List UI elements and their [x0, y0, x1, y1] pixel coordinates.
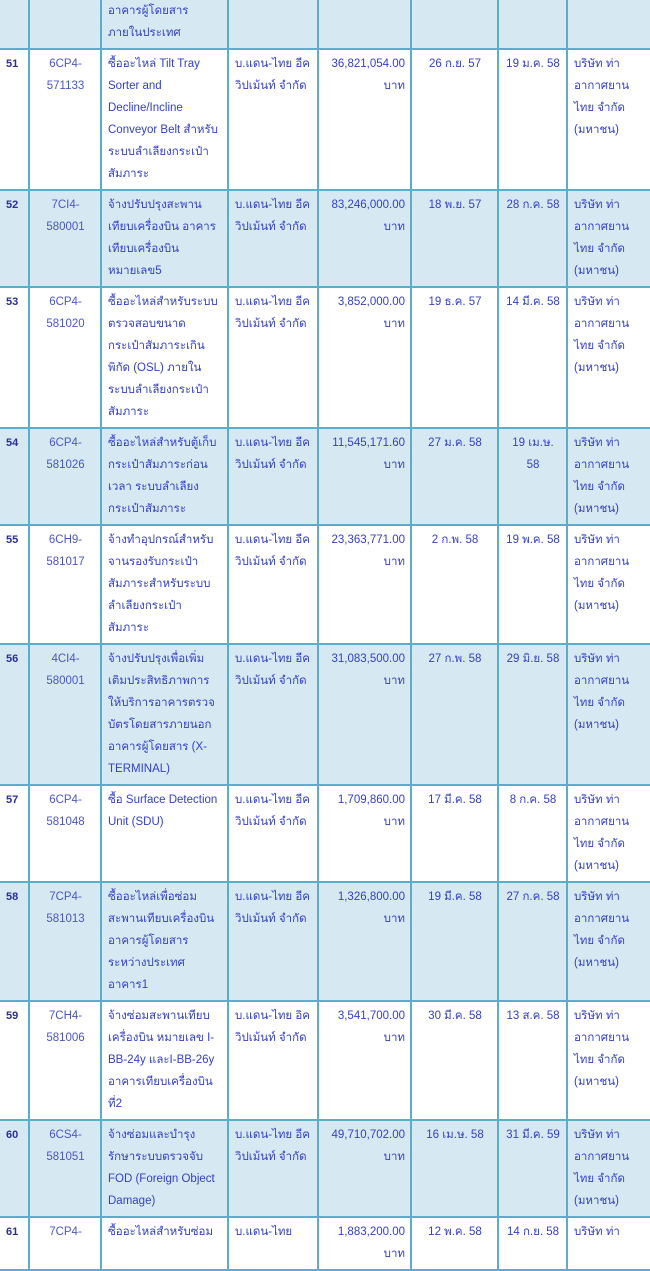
vendor-name: บ.แดน-ไทย อีควิปเม้นท์ จำกัด — [235, 653, 310, 687]
row-number-cell — [0, 1120, 29, 1217]
start-date-cell — [411, 428, 498, 525]
end-date-cell — [498, 428, 567, 525]
buyer-cell — [567, 785, 650, 882]
vendor-name: บ.แดน-ไทย อีควิปเม้นท์ จำกัด — [235, 437, 310, 471]
vendor-cell — [228, 525, 318, 644]
start-date: 2 ก.พ. 58 — [431, 534, 479, 546]
row-number-cell — [0, 785, 29, 882]
vendor-name: บ.แดน-ไทย อีควิปเม้นท์ จำกัด — [235, 794, 310, 828]
description-cell — [101, 882, 228, 1001]
contract-code-cell — [29, 1001, 101, 1120]
row-number: 51 — [6, 58, 19, 70]
contract-code: 6CP4-581026 — [46, 437, 85, 471]
table-row — [0, 644, 650, 785]
vendor-name: บ.แดน-ไทย — [235, 1226, 293, 1238]
row-number-cell — [0, 1001, 29, 1120]
contract-amount: 83,246,000.00 บาท — [331, 199, 405, 233]
contract-code: 6CP4-571133 — [46, 58, 85, 92]
end-date: 29 มิ.ย. 58 — [506, 653, 560, 665]
end-date: 13 ส.ค. 58 — [506, 1010, 560, 1022]
amount-cell — [318, 785, 411, 882]
contract-code-cell — [29, 1217, 101, 1270]
buyer-cell — [567, 0, 650, 49]
description: จ้างปรับปรุงเพื่อเพิ่มเติมประสิทธิภาพการให้บริการอาคารตรวจบัตรโดยสารภายนอกอาคารผู้โดยสาร (X-TERMINAL) — [108, 653, 215, 775]
end-date-cell — [498, 0, 567, 49]
contract-amount: 36,821,054.00 บาท — [331, 58, 405, 92]
contract-code-cell — [29, 525, 101, 644]
vendor-cell — [228, 1217, 318, 1270]
row-number: 56 — [6, 653, 19, 665]
start-date: 19 ธ.ค. 57 — [428, 296, 482, 308]
buyer-name: บริษัท ท่าอากาศยานไทย จำกัด (มหาชน) — [574, 534, 630, 612]
start-date: 26 ก.ย. 57 — [428, 58, 482, 70]
contract-code-cell — [29, 49, 101, 190]
contract-code-cell — [29, 785, 101, 882]
contract-code-cell — [29, 1120, 101, 1217]
buyer-cell — [567, 49, 650, 190]
end-date: 28 ก.ค. 58 — [506, 199, 560, 211]
buyer-name: บริษัท ท่าอากาศยานไทย จำกัด (มหาชน) — [574, 891, 630, 969]
row-number-cell — [0, 287, 29, 428]
contract-code-cell — [29, 287, 101, 428]
description: จ้างทำอุปกรณ์สำหรับจานรองรับกระเป๋าสัมภาระสำหรับระบบลำเลียงกระเป๋าสัมภาระ — [108, 534, 214, 634]
end-date: 14 ก.ย. 58 — [506, 1226, 560, 1238]
table-row — [0, 1120, 650, 1217]
amount-cell — [318, 1217, 411, 1270]
end-date: 19 พ.ค. 58 — [506, 534, 560, 546]
end-date-cell — [498, 287, 567, 428]
end-date-cell — [498, 882, 567, 1001]
buyer-cell — [567, 644, 650, 785]
vendor-cell — [228, 882, 318, 1001]
buyer-cell — [567, 1001, 650, 1120]
row-number: 57 — [6, 794, 19, 806]
row-number: 54 — [6, 437, 19, 449]
row-number-cell — [0, 525, 29, 644]
description-cell — [101, 785, 228, 882]
vendor-name: บ.แดน-ไทย อีควิปเม้นท์ จำกัด — [235, 199, 310, 233]
description-cell — [101, 190, 228, 287]
buyer-cell — [567, 287, 650, 428]
description: ซื้ออะไหล่ Tilt Tray Sorter and Decline/Incline Conveyor Belt สำหรับระบบลำเลียงกระเป๋าสัมภาระ — [108, 58, 218, 180]
row-number-cell — [0, 0, 29, 49]
description: จ้างซ่อมและบำรุงรักษาระบบตรวจจับ FOD (Foreign Object Damage) — [108, 1129, 215, 1207]
contract-code-cell — [29, 190, 101, 287]
buyer-name: บริษัท ท่าอากาศยานไทย จำกัด (มหาชน) — [574, 794, 630, 872]
start-date-cell — [411, 644, 498, 785]
buyer-name: บริษัท ท่า — [574, 1226, 620, 1238]
start-date: 30 มี.ค. 58 — [428, 1010, 482, 1022]
vendor-cell — [228, 785, 318, 882]
contract-code: 7CH4-581006 — [46, 1010, 85, 1044]
contract-amount: 1,709,860.00 บาท — [337, 794, 405, 828]
end-date: 19 ม.ค. 58 — [506, 58, 560, 70]
row-number-cell — [0, 49, 29, 190]
vendor-cell — [228, 644, 318, 785]
vendor-cell — [228, 428, 318, 525]
row-number-cell — [0, 428, 29, 525]
end-date-cell — [498, 785, 567, 882]
vendor-cell — [228, 49, 318, 190]
amount-cell — [318, 287, 411, 428]
contract-code-cell — [29, 428, 101, 525]
description: ซื้อ Surface Detection Unit (SDU) — [108, 794, 218, 828]
table-row — [0, 525, 650, 644]
contract-amount: 3,852,000.00 บาท — [337, 296, 405, 330]
row-number: 59 — [6, 1010, 19, 1022]
start-date: 27 ม.ค. 58 — [428, 437, 482, 449]
vendor-cell — [228, 190, 318, 287]
end-date-cell — [498, 49, 567, 190]
contract-code: 4CI4-580001 — [46, 653, 85, 687]
end-date: 27 ก.ค. 58 — [506, 891, 560, 903]
row-number: 60 — [6, 1129, 19, 1141]
contract-code: 6CP4-581020 — [46, 296, 85, 330]
contract-code: 6CS4-581051 — [46, 1129, 85, 1163]
buyer-name: บริษัท ท่าอากาศยานไทย จำกัด (มหาชน) — [574, 1129, 630, 1207]
start-date-cell — [411, 0, 498, 49]
start-date-cell — [411, 190, 498, 287]
amount-cell — [318, 644, 411, 785]
vendor-cell — [228, 287, 318, 428]
end-date-cell — [498, 1001, 567, 1120]
contract-amount: 1,883,200.00 บาท — [337, 1226, 405, 1260]
contract-code: 7CP4-581013 — [46, 891, 85, 925]
buyer-cell — [567, 1120, 650, 1217]
buyer-cell — [567, 1217, 650, 1270]
amount-cell — [318, 1120, 411, 1217]
end-date-cell — [498, 644, 567, 785]
description: ซื้ออะไหล่สำหรับระบบตรวจสอบขนาดกระเป๋าสัมภาระเกินพิกัด (OSL) ภายในระบบลำเลียงกระเป๋าสัมภาระ — [108, 296, 218, 418]
start-date-cell — [411, 1217, 498, 1270]
contract-code: 6CH9-581017 — [46, 534, 85, 568]
start-date: 18 พ.ย. 57 — [428, 199, 482, 211]
start-date: 27 ก.พ. 58 — [428, 653, 482, 665]
contract-code-cell — [29, 0, 101, 49]
buyer-cell — [567, 882, 650, 1001]
start-date-cell — [411, 49, 498, 190]
end-date-cell — [498, 190, 567, 287]
vendor-name: บ.แดน-ไทย อีควิปเม้นท์ จำกัด — [235, 534, 310, 568]
table-row — [0, 287, 650, 428]
start-date-cell — [411, 785, 498, 882]
start-date: 16 เม.ษ. 58 — [426, 1129, 484, 1141]
contract-code: 6CP4-581048 — [46, 794, 85, 828]
amount-cell — [318, 49, 411, 190]
contract-code: 7CP4- — [49, 1226, 82, 1238]
description-cell — [101, 0, 228, 49]
end-date: 14 มี.ค. 58 — [506, 296, 560, 308]
buyer-name: บริษัท ท่าอากาศยานไทย จำกัด (มหาชน) — [574, 296, 630, 374]
end-date-cell — [498, 1120, 567, 1217]
buyer-cell — [567, 190, 650, 287]
row-number: 61 — [6, 1226, 19, 1238]
table-row — [0, 1001, 650, 1120]
row-number: 52 — [6, 199, 19, 211]
description-cell — [101, 1001, 228, 1120]
start-date-cell — [411, 1120, 498, 1217]
description: ซื้ออะไหล่เพื่อซ่อมสะพานเทียบเครื่องบิน อาคารผู้โดยสารระหว่างประเทศ อาคาร1 — [108, 891, 215, 991]
buyer-name: บริษัท ท่าอากาศยานไทย จำกัด (มหาชน) — [574, 199, 630, 277]
description: ซื้ออะไหล่สำหรับตู้เก็บกระเป๋าสัมภาระก่อนเวลา ระบบลำเลียงกระเป๋าสัมภาระ — [108, 437, 217, 515]
row-number-cell — [0, 190, 29, 287]
table-row — [0, 0, 650, 49]
description-cell — [101, 644, 228, 785]
buyer-cell — [567, 525, 650, 644]
end-date-cell — [498, 525, 567, 644]
description: จ้างซ่อมสะพานเทียบเครื่องบิน หมายเลข I-BB-24y และI-BB-26y อาคารเทียบเครื่องบินที่2 — [108, 1010, 215, 1110]
amount-cell — [318, 1001, 411, 1120]
description-cell — [101, 525, 228, 644]
vendor-cell — [228, 1001, 318, 1120]
vendor-name: บ.แดน-ไทย อีควิปเม้นท์ จำกัด — [235, 1129, 310, 1163]
row-number-cell — [0, 644, 29, 785]
amount-cell — [318, 0, 411, 49]
row-number: 55 — [6, 534, 19, 546]
vendor-name: บ.แดน-ไทย อิควิปเม้นท์ จำกัด — [235, 1010, 310, 1044]
vendor-cell — [228, 1120, 318, 1217]
buyer-name: บริษัท ท่าอากาศยานไทย จำกัด (มหาชน) — [574, 1010, 630, 1088]
table-row — [0, 190, 650, 287]
vendor-cell — [228, 0, 318, 49]
end-date: 8 ก.ค. 58 — [509, 794, 557, 806]
table-row — [0, 785, 650, 882]
contract-code-cell — [29, 644, 101, 785]
table-row — [0, 1217, 650, 1270]
contract-amount: 31,083,500.00 บาท — [331, 653, 405, 687]
end-date-cell — [498, 1217, 567, 1270]
start-date-cell — [411, 525, 498, 644]
contract-amount: 49,710,702.00 บาท — [331, 1129, 405, 1163]
row-number-cell — [0, 882, 29, 1001]
contract-code: 7CI4-580001 — [46, 199, 85, 233]
description-cell — [101, 1120, 228, 1217]
row-number: 58 — [6, 891, 19, 903]
start-date-cell — [411, 882, 498, 1001]
table-row — [0, 882, 650, 1001]
amount-cell — [318, 882, 411, 1001]
contract-amount: 1,326,800.00 บาท — [337, 891, 405, 925]
description-cell — [101, 1217, 228, 1270]
end-date: 19 เม.ษ. 58 — [512, 437, 554, 471]
row-number: 53 — [6, 296, 19, 308]
buyer-name: บริษัท ท่าอากาศยานไทย จำกัด (มหาชน) — [574, 58, 630, 136]
end-date: 31 มี.ค. 59 — [506, 1129, 560, 1141]
table-row — [0, 428, 650, 525]
start-date-cell — [411, 1001, 498, 1120]
start-date: 12 พ.ค. 58 — [428, 1226, 482, 1238]
amount-cell — [318, 525, 411, 644]
buyer-cell — [567, 428, 650, 525]
description-cell — [101, 287, 228, 428]
contract-amount: 3,541,700.00 บาท — [337, 1010, 405, 1044]
description: ซื้ออะไหล่สำหรับซ่อม — [108, 1226, 214, 1238]
buyer-name: บริษัท ท่าอากาศยานไทย จำกัด (มหาชน) — [574, 653, 630, 731]
row-number-cell — [0, 1217, 29, 1270]
contract-code-cell — [29, 882, 101, 1001]
description-cell — [101, 49, 228, 190]
description-cell — [101, 428, 228, 525]
vendor-name: บ.แดน-ไทย อีควิปเม้นท์ จำกัด — [235, 296, 310, 330]
amount-cell — [318, 190, 411, 287]
start-date-cell — [411, 287, 498, 428]
buyer-name: บริษัท ท่าอากาศยานไทย จำกัด (มหาชน) — [574, 437, 630, 515]
start-date: 19 มี.ค. 58 — [428, 891, 482, 903]
vendor-name: บ.แดน-ไทย อีควิปเม้นท์ จำกัด — [235, 891, 310, 925]
vendor-name: บ.แดน-ไทย อีควิปเม้นท์ จำกัด — [235, 58, 310, 92]
contract-amount: 23,363,771.00 บาท — [331, 534, 405, 568]
amount-cell — [318, 428, 411, 525]
contract-amount: 11,545,171.60 บาท — [332, 437, 405, 471]
description: จ้างปรับปรุงสะพานเทียบเครื่องบิน อาคารเทียบเครื่องบินหมายเลข5 — [108, 199, 216, 277]
table-row — [0, 49, 650, 190]
description: อาคารผู้โดยสาร ภายในประเทศ — [108, 5, 189, 39]
start-date: 17 มี.ค. 58 — [428, 794, 482, 806]
